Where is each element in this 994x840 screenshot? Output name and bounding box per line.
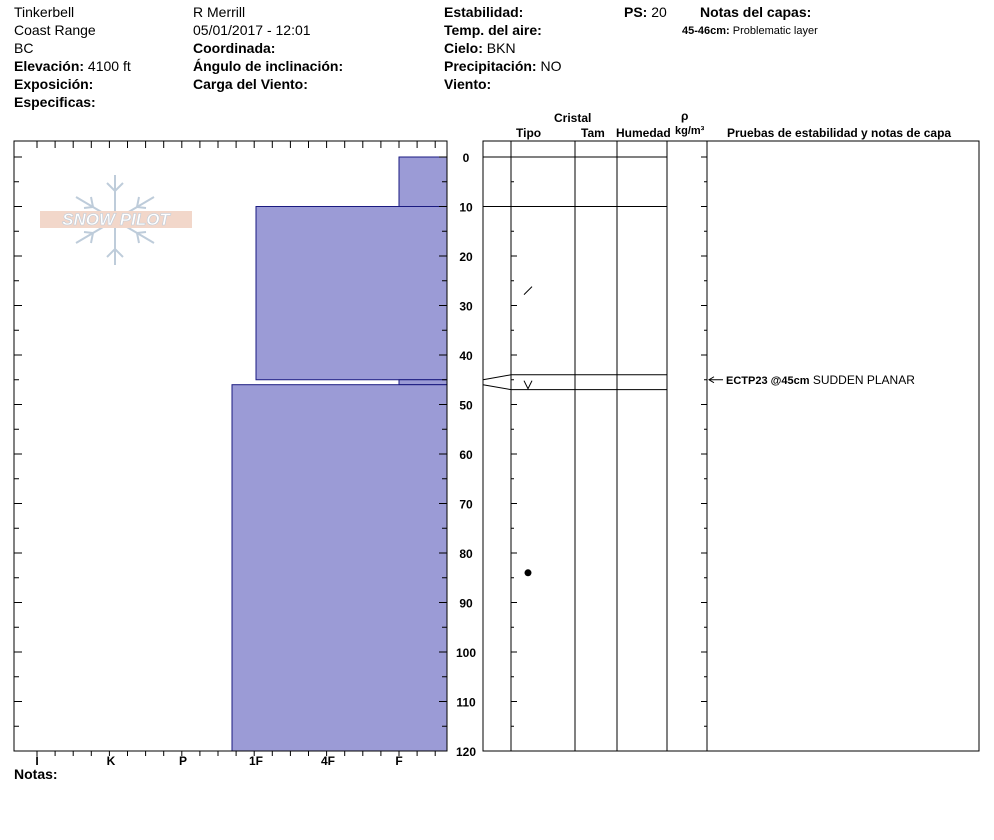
hardness-layer-bar [232, 385, 447, 751]
decomposing-grain-icon [524, 287, 532, 295]
hardness-tick-label: K [106, 754, 116, 768]
depth-tick-label: 70 [459, 497, 473, 512]
slope-label: Ángulo de inclinación: [193, 58, 344, 74]
hardness-layers [232, 157, 447, 751]
depth-tick-label: 20 [459, 250, 473, 264]
hardness-tick-label: F [395, 754, 403, 768]
observer: R Merrill [193, 4, 246, 20]
state: BC [14, 40, 34, 56]
depth-tick-label: 90 [459, 596, 473, 611]
layer-notes-label: Notas del capas: [700, 4, 812, 20]
precip-label: Precipitación: [444, 58, 537, 74]
snowpilot-logo [40, 175, 192, 265]
air-temp-label: Temp. del aire: [444, 22, 542, 38]
wind-label: Viento: [444, 76, 492, 92]
hardness-layer-bar [399, 380, 447, 385]
moisture-header: Humedad [616, 126, 671, 140]
logo-text: SNOW PILOT [62, 210, 170, 229]
grain-symbols [524, 287, 532, 577]
hardness-tick-label: 4F [320, 754, 336, 768]
precip-value: NO [540, 58, 562, 74]
sky-label: Cielo: [444, 40, 483, 56]
layer-connector [483, 385, 511, 390]
depth-tick-label: 80 [459, 547, 473, 561]
depth-tick-label: 120 [455, 745, 477, 759]
stability-label: Estabilidad: [444, 4, 524, 20]
aspect-label: Exposición: [14, 76, 94, 92]
tests-header: Pruebas de estabilidad y notas de capa [727, 126, 952, 140]
depth-tick-label: 60 [459, 448, 473, 462]
coord-label: Coordinada: [193, 40, 276, 56]
depth-tick-label: 10 [459, 200, 473, 215]
depth-tick-label: 110 [456, 695, 476, 710]
rho-header: ρ [681, 109, 689, 123]
ps-label: PS: [624, 4, 648, 20]
notes-label: Notas: [14, 766, 58, 782]
elevation-label: Elevación: [14, 58, 85, 74]
layer-note-depth: 45-46cm: [682, 25, 730, 37]
test-result-code: ECTP23 @45cm [726, 375, 810, 387]
wind-load-label: Carga del Viento: [193, 76, 308, 92]
crystal-table-frame [483, 141, 979, 751]
surface-hoar-icon [524, 381, 532, 389]
rounded-grain-icon [525, 569, 532, 576]
hardness-layer-bar [399, 157, 447, 207]
depth-tick-label: 30 [459, 299, 473, 314]
stability-test-markers [709, 377, 723, 383]
hardness-tick-label: I [35, 754, 39, 768]
size-header: Tam [581, 126, 605, 140]
type-header: Tipo [516, 126, 542, 140]
depth-tick-label: 0 [462, 151, 470, 165]
sky-value: BKN [486, 40, 516, 56]
test-result-desc: SUDDEN PLANAR [812, 373, 915, 387]
layer-connector [483, 375, 511, 380]
layer-note-text: Problematic layer [732, 25, 818, 37]
density-unit-header: kg/m³ [675, 125, 705, 137]
datetime: 05/01/2017 - 12:01 [193, 22, 311, 38]
elevation-value: 4100 ft [87, 58, 131, 74]
depth-tick-label: 50 [459, 398, 473, 413]
crystal-header: Cristal [554, 111, 592, 125]
range: Coast Range [14, 22, 96, 38]
ps-value: 20 [651, 4, 667, 20]
hardness-tick-label: P [178, 754, 188, 768]
hardness-tick-label: 1F [248, 754, 264, 768]
depth-tick-label: 100 [455, 646, 477, 660]
hardness-layer-bar [256, 207, 447, 380]
depth-tick-label: 40 [459, 349, 473, 363]
location: Tinkerbell [14, 4, 75, 20]
crystal-table-axes [483, 141, 979, 751]
specifics-label: Especificas: [14, 94, 96, 110]
